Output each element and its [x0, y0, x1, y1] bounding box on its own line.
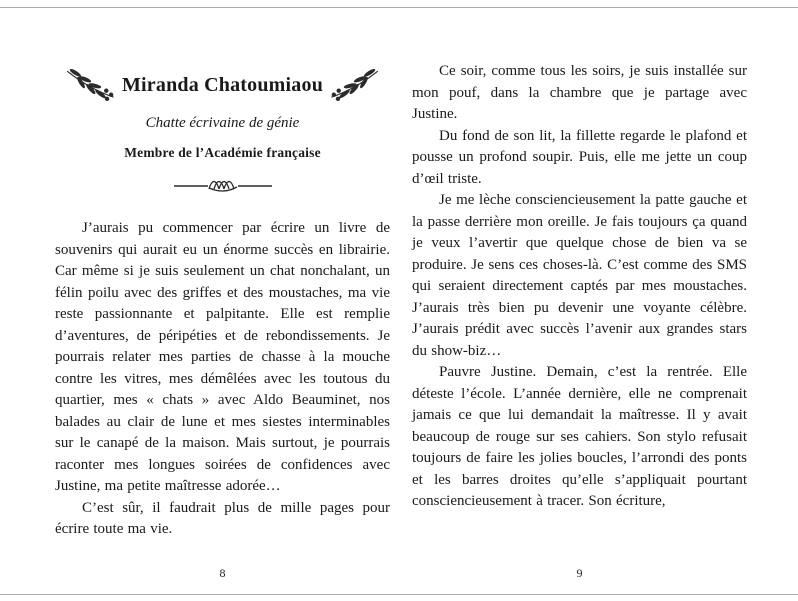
- page-number-right: 9: [576, 566, 583, 580]
- page-number-left: 8: [219, 566, 226, 580]
- title-row: [55, 64, 390, 106]
- page-edge-top: [0, 7, 798, 8]
- olive-branch-right-icon: [329, 64, 381, 106]
- body-paragraph: Ce soir, comme tous les soirs, je suis installée sur mon pouf, dans la chambre que je partage avec Justine.: [412, 63, 747, 122]
- page-right: [412, 61, 747, 513]
- page-left: [55, 64, 390, 541]
- section-divider-ornament: [55, 176, 390, 194]
- author-affiliation: Membre de l’Académie française: [124, 145, 321, 160]
- body-paragraph: Du fond de son lit, la fillette regarde le plafond et pousse un profond soupir. Puis, elle me jette un coup d’œil triste.: [412, 127, 747, 187]
- olive-branch-left-icon: [64, 64, 116, 106]
- body-paragraph: Pauvre Justine. Demain, c’est la rentrée. Elle déteste l’école. L’année dernière, elle ne comprenait jamais ce que lui demandait la maîtresse. Il y avait beaucoup de rouge sur ses cahiers. Son stylo refusait toujours de faire les jolies boucles, l’arrondi des ponts et les barres droites qu’elle s’appliquait pourtant consciencieusement à tracer. Son écriture,: [412, 364, 747, 509]
- page-edge-bottom: [0, 594, 798, 595]
- body-paragraph: C’est sûr, il faudrait plus de mille pages pour écrire toute ma vie.: [55, 499, 390, 537]
- body-paragraph: J’aurais pu commencer par écrire un livre de souvenirs qui aurait eu un énorme succès en librairie. Car même si je suis seulement un chat nonchalant, un félin poilu avec des griffes et des moustaches, ma vie reste passionnante et palpitante. Elle est remplie d’aventures, de péripéties et de rebondissements. Je pourrais relater mes parties de chasse à la mouche contre les vitres, mes démêlées avec les toutous du quartier, mes « chats » avec Aldo Beauminet, nos balades au clair de lune et mes siestes interminables sur le canapé de la maison. Mais surtout, je pourrais raconter mes longues soirées de confidences avec Justine, ma petite maîtresse adorée…: [55, 220, 390, 494]
- author-subtitle: Chatte écrivaine de génie: [145, 115, 300, 131]
- body-paragraph: Je me lèche consciencieusement la patte gauche et la passe derrière mon oreille. Je fais toujours ça quand je veux l’avertir que quelque chose de bien va se produire. Je sens ces choses-là. C’est comme des SMS qui seraient directement captés par mes moustaches. J’aurais très bien pu devenir une voyante célèbre. J’aurais prédit avec succès l’avenir aux grandes stars du show-biz…: [412, 192, 747, 359]
- author-name: Miranda Chatoumiaou: [121, 73, 324, 96]
- chapter-header: [55, 64, 390, 194]
